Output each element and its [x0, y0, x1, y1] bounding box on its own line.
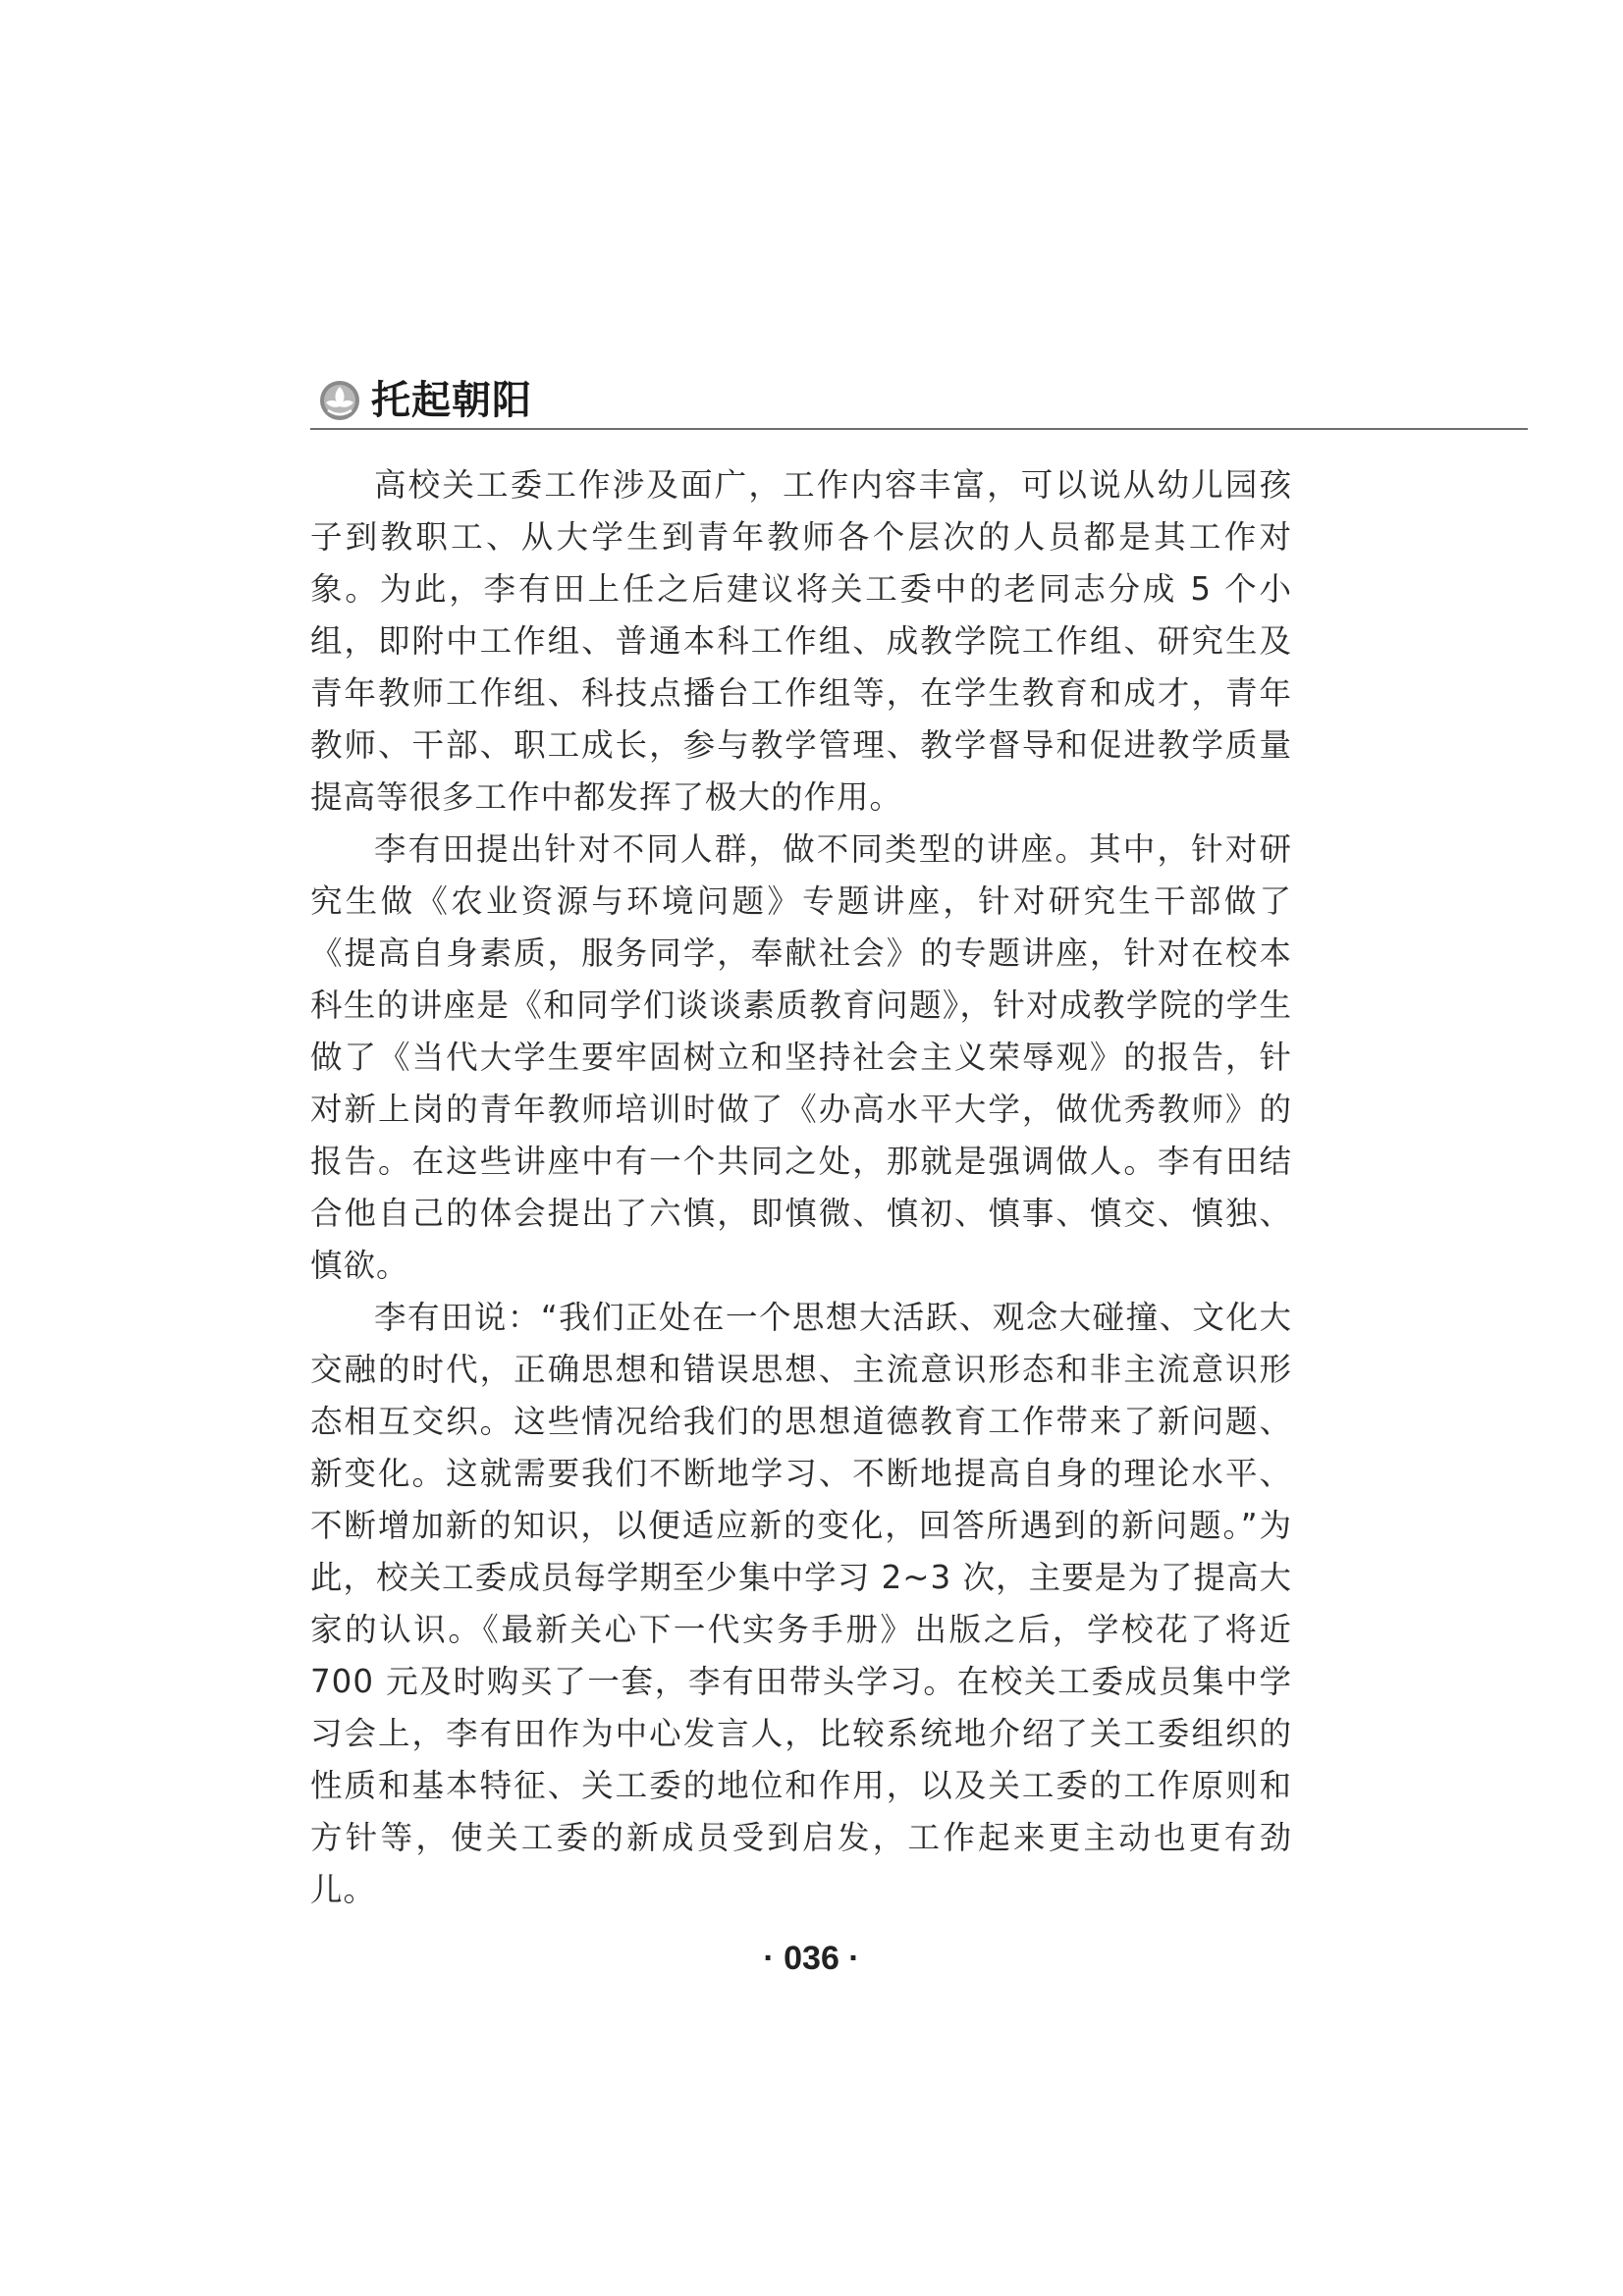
body-text [310, 459, 1292, 1916]
paragraph: 李有田说：“我们正处在一个思想大活跃、观念大碰撞、文化大交融的时代，正确思想和错误思想、主流意识形态和非主流意识形态相互交织。这些情况给我们的思想道德教育工作带来了新问题、新变化。这就需要我们不断地学习、不断地提高自身的理论水平、不断增加新的知识，以便适应新的变化，回答所遇到的新问题。”为此，校关工委成员每学期至少集中学习 2~3 次，主要是为了提高大家的认识。《最新关心下一代实务手册》出版之后，学校花了将近 700 元及时购买了一套，李有田带头学习。在校关工委成员集中学习会上，李有田作为中心发言人，比较系统地介绍了关工委组织的性质和基本特征、关工委的地位和作用，以及关工委的工作原则和方针等，使关工委的新成员受到启发，工作起来更主动也更有劲儿。 [310, 1299, 1292, 1908]
paragraph: 李有田提出针对不同人群，做不同类型的讲座。其中，针对研究生做《农业资源与环境问题》专题讲座，针对研究生干部做了《提高自身素质，服务同学，奉献社会》的专题讲座，针对在校本科生的讲座是《和同学们谈谈素质教育问题》，针对成教学院的学生做了《当代大学生要牢固树立和坚持社会主义荣辱观》的报告，针对新上岗的青年教师培训时做了《办高水平大学，做优秀教师》的报告。在这些讲座中有一个共同之处，那就是强调做人。李有田结合他自己的体会提出了六慎，即慎微、慎初、慎事、慎交、慎独、慎欲。 [310, 830, 1292, 1284]
header-divider [310, 428, 1528, 430]
page-number: · 036 · [763, 1940, 860, 1977]
paragraph: 高校关工委工作涉及面广，工作内容丰富，可以说从幼儿园孩子到教职工、从大学生到青年教师各个层次的人员都是其工作对象。为此，李有田上任之后建议将关工委中的老同志分成 5 个小组，即附中工作组、普通本科工作组、成教学院工作组、研究生及青年教师工作组、科技点播台工作组等，在学生教育和成才，青年教师、干部、职工成长，参与教学管理、教学督导和促进教学质量提高等很多工作中都发挥了极大的作用。 [310, 466, 1292, 816]
book-title: 托起朝阳 [371, 377, 532, 423]
running-header [310, 373, 1528, 432]
lotus-emblem-icon [318, 379, 361, 422]
